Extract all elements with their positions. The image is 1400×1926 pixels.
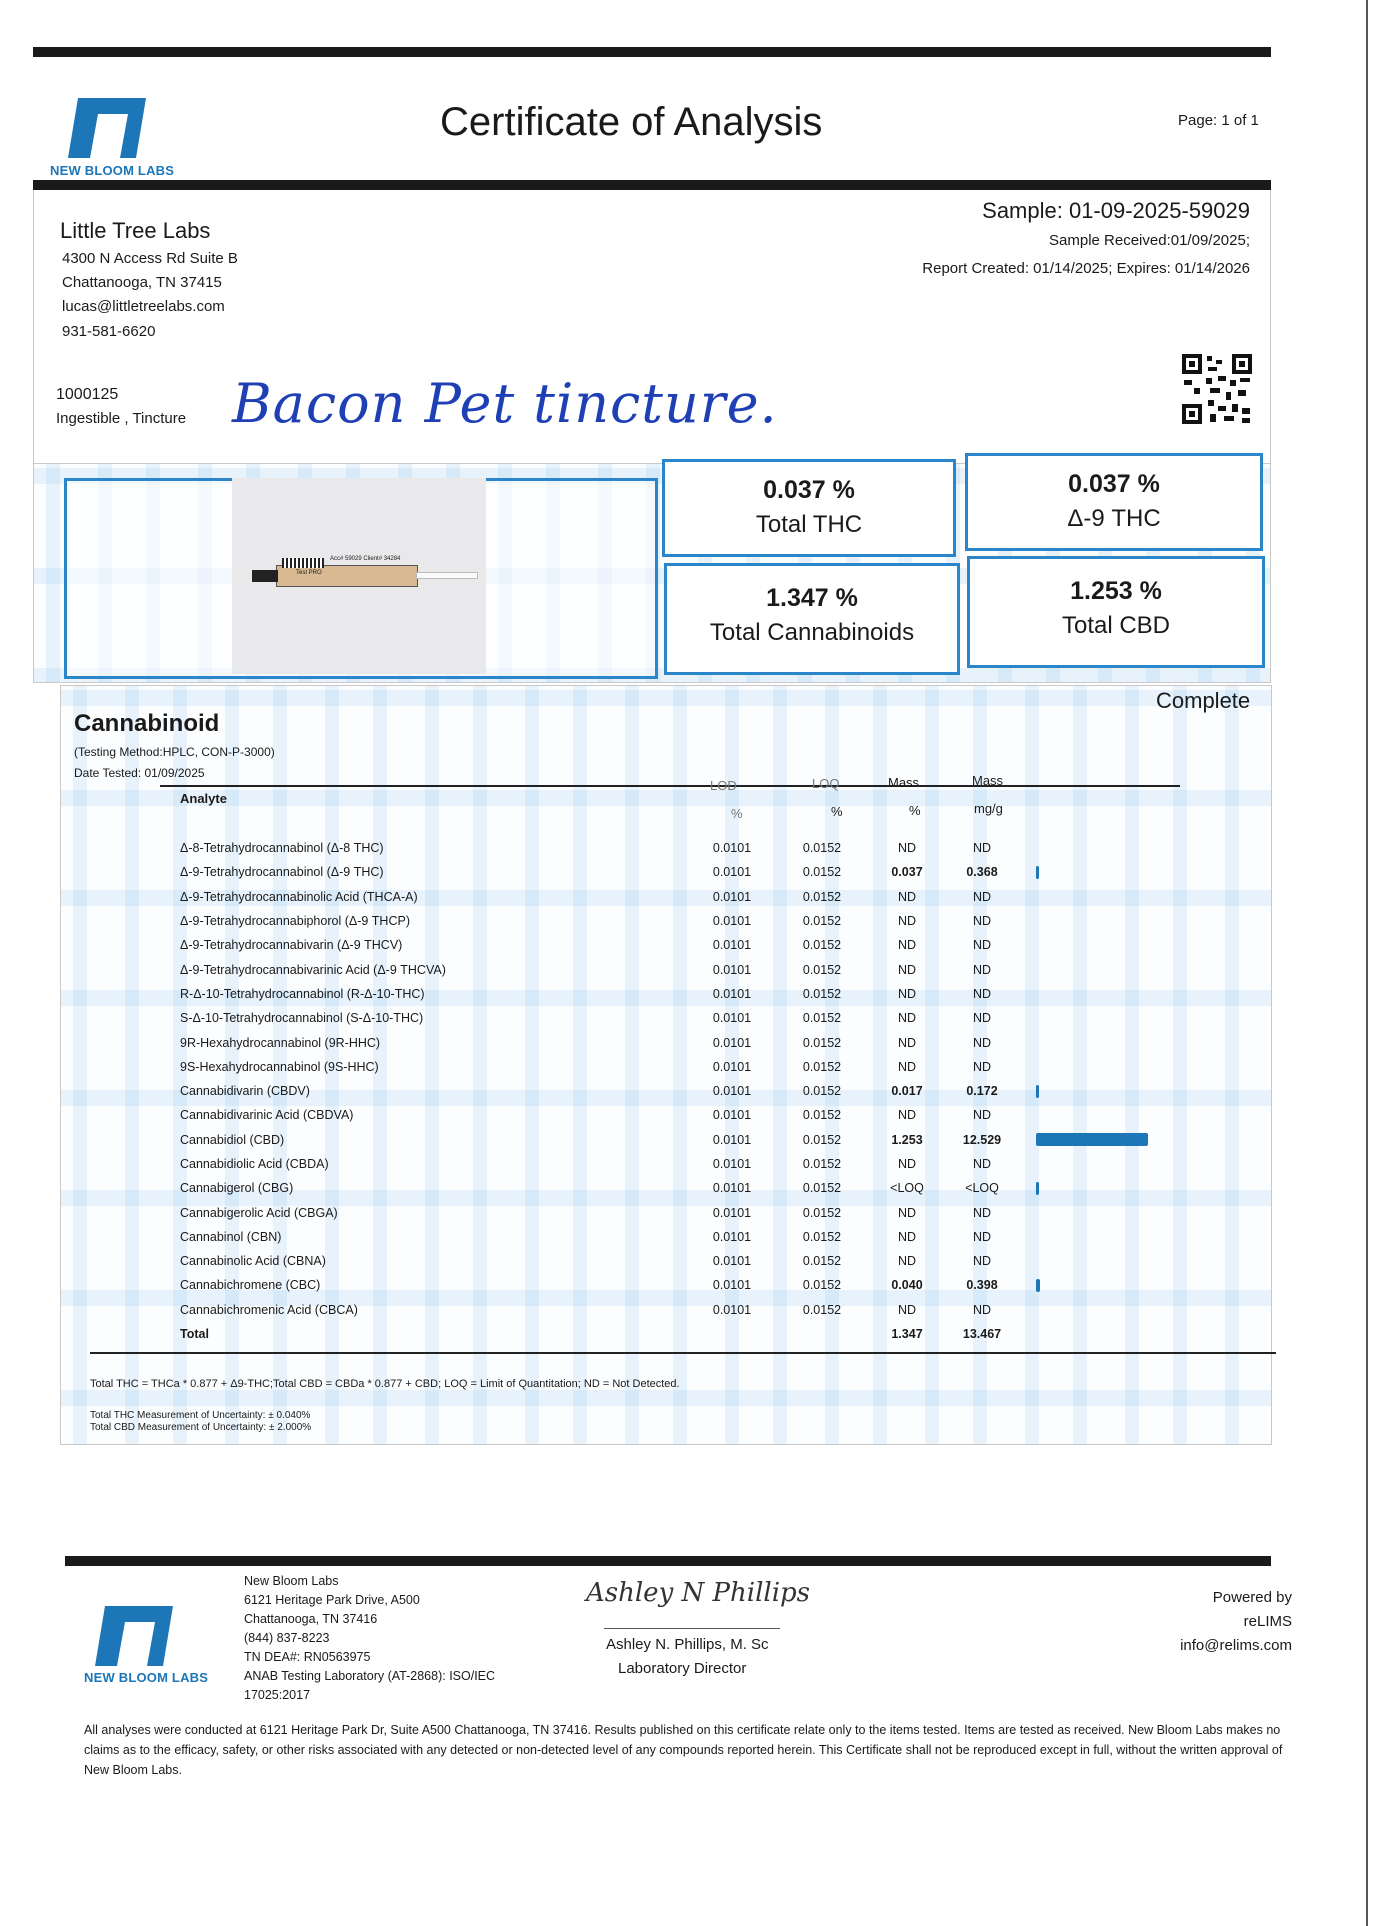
cannabinoid-title: Cannabinoid: [74, 710, 220, 737]
mass-pct-value: <LOQ: [890, 1181, 924, 1196]
lod-value: 0.0101: [712, 962, 752, 977]
bar-cell: [1022, 957, 1152, 981]
analyte-name: S-Δ-10-Tetrahydrocannabinol (S-Δ-10-THC): [180, 1011, 424, 1026]
disclaimer: All analyses were conducted at 6121 Heritage Park Dr, Suite A500 Chattanooga, TN 37416. Results published on this certificate relate only to the items tested. Items are tested as received. New Bloom Labs makes no claims as to the efficacy, safety, or other risks associated with any detected or non-detected level of any compounds reported herein. This Certificate shall not be reproduced except in full, without the written approval of New Bloom Labs.: [84, 1723, 1283, 1777]
mass-mg-value: <LOQ: [965, 1181, 999, 1196]
mass-pct-value: ND: [897, 841, 917, 856]
loq-value: 0.0152: [802, 1108, 842, 1123]
client-email: lucas@littletreelabs.com: [62, 298, 225, 315]
bar-cell: [1022, 1079, 1152, 1103]
table-bottom-rule: [90, 1352, 1276, 1354]
table-row: [160, 1249, 1152, 1273]
table-row: [160, 1055, 1152, 1079]
lab-line: TN DEA#: RN0563975: [244, 1650, 371, 1664]
total-mg: 13.467: [962, 1327, 1002, 1342]
kpi-total-cbd: [967, 556, 1265, 668]
analyte-name: Δ-9-Tetrahydrocannabiphorol (Δ-9 THCP): [180, 914, 410, 929]
analyte-name: Cannabidivarin (CBDV): [180, 1084, 310, 1099]
bar-cell: [1022, 885, 1152, 909]
lod-value: 0.0101: [712, 1108, 752, 1123]
mass-mg-value: ND: [972, 1302, 992, 1317]
testing-method: (Testing Method:HPLC, CON-P-3000): [74, 745, 275, 759]
analyte-name: Cannabidiolic Acid (CBDA): [180, 1157, 329, 1171]
lod-value: 0.0101: [712, 1011, 752, 1026]
kpi-total-cannabinoids: [664, 563, 960, 675]
table-row: [160, 1128, 1152, 1152]
client-address2: Chattanooga, TN 37415: [62, 274, 222, 291]
lod-value: 0.0101: [712, 1132, 752, 1147]
sample-received: Sample Received:01/09/2025;: [1049, 232, 1250, 249]
lod-value: 0.0101: [712, 1084, 752, 1099]
mass-mg-value: 0.398: [966, 1278, 998, 1293]
mass-pct-value: ND: [897, 1205, 917, 1220]
table-row: [160, 1030, 1152, 1054]
mass-pct-value: 0.040: [891, 1278, 923, 1293]
analyte-name: Δ-9-Tetrahydrocannabinol (Δ-9 THC): [180, 865, 384, 880]
lab-line: 6121 Heritage Park Drive, A500: [244, 1593, 420, 1607]
table-row: [160, 1079, 1152, 1103]
mass-pct-value: ND: [897, 1229, 917, 1244]
table-row: [160, 982, 1152, 1006]
loq-value: 0.0152: [802, 1059, 842, 1074]
uncertainty-cbd: Total CBD Measurement of Uncertainty: ± 2.000%: [90, 1422, 312, 1433]
mass-mg-value: ND: [972, 1059, 992, 1074]
lod-value: 0.0101: [712, 986, 752, 1001]
mass-mg-value: 12.529: [962, 1132, 1002, 1147]
lod-value: 0.0101: [712, 1302, 752, 1317]
mass-pct-value: ND: [897, 1302, 917, 1317]
analyte-name: Cannabidivarinic Acid (CBDVA): [180, 1108, 354, 1123]
kpi-total-thc: [662, 459, 956, 557]
table-row: [160, 957, 1152, 981]
total-lod: [692, 1322, 772, 1346]
col-analyte: Analyte: [180, 791, 227, 806]
table-row: [160, 1152, 1152, 1176]
mass-pct-value: ND: [897, 1011, 917, 1026]
table-row: [160, 1103, 1152, 1127]
mass-mg-value: ND: [972, 914, 992, 929]
table-row: [160, 1225, 1152, 1249]
lab-line: New Bloom Labs: [244, 1574, 339, 1588]
analyte-name: Δ-9-Tetrahydrocannabinolic Acid (THCA-A): [180, 889, 418, 904]
loq-value: 0.0152: [802, 1157, 842, 1171]
syringe-label-line2: Test PRO: [296, 570, 322, 576]
analyte-name: Δ-9-Tetrahydrocannabivarin (Δ-9 THCV): [180, 938, 403, 953]
header-bottom-rule: [33, 180, 1271, 190]
cannabinoid-status: Complete: [1156, 688, 1251, 713]
mass-mg-value: ND: [972, 841, 992, 856]
bar-cell: [1022, 933, 1152, 957]
qr-code-icon: [1180, 352, 1254, 426]
kpi-delta9-thc: [965, 453, 1263, 551]
syringe-body: [276, 565, 418, 587]
mass-pct-value: 0.017: [891, 1084, 923, 1099]
table-row: [160, 1006, 1152, 1030]
lod-value: 0.0101: [712, 1059, 752, 1074]
col-loq-unit: %: [831, 804, 843, 819]
signature-line: [604, 1628, 780, 1629]
footer-top-rule: [65, 1556, 1271, 1566]
lab-line: ANAB Testing Laboratory (AT-2868): ISO/IEC: [244, 1669, 496, 1683]
col-mass-mg-unit: mg/g: [974, 801, 1003, 816]
table-row: [160, 909, 1152, 933]
col-loq: LOQ: [812, 776, 840, 791]
table-row: [160, 1176, 1152, 1200]
mass-pct-value: ND: [897, 1254, 917, 1269]
header-top-rule: [33, 47, 1271, 57]
col-mass-mg: Mass: [972, 773, 1004, 788]
mass-pct-value: ND: [897, 962, 917, 977]
mass-pct-value: ND: [897, 914, 917, 929]
analyte-name: 9S-Hexahydrocannabinol (9S-HHC): [180, 1059, 379, 1074]
sample-photo: [232, 478, 486, 674]
loq-value: 0.0152: [802, 914, 842, 929]
lab-line: (844) 837-8223: [244, 1631, 330, 1645]
footer-lab-name: NEW BLOOM LABS: [84, 1670, 209, 1685]
mass-pct-value: 1.253: [891, 1132, 923, 1147]
table-row: [160, 885, 1152, 909]
table-row: [160, 1273, 1152, 1297]
result-bar: [1036, 1182, 1039, 1195]
kpi-total-cannabinoids-label: Total Cannabinoids: [709, 619, 915, 646]
new-bloom-labs-logo-icon: [68, 98, 146, 158]
mass-mg-value: ND: [972, 889, 992, 904]
mass-pct-value: ND: [897, 889, 917, 904]
mass-mg-value: ND: [972, 1011, 992, 1026]
date-tested: Date Tested: 01/09/2025: [74, 766, 205, 780]
loq-value: 0.0152: [802, 1084, 842, 1099]
lod-value: 0.0101: [712, 1035, 752, 1050]
mass-mg-value: ND: [972, 1108, 992, 1123]
analyte-name: Cannabinol (CBN): [180, 1229, 282, 1244]
col-mass-pct: Mass: [888, 775, 920, 790]
lod-value: 0.0101: [712, 865, 752, 880]
col-lod: LOD: [710, 778, 737, 793]
total-bar: [1022, 1322, 1152, 1346]
analyte-name: Cannabigerol (CBG): [180, 1181, 294, 1196]
analyte-name: Δ-9-Tetrahydrocannabivarinic Acid (Δ-9 THCVA): [180, 962, 446, 977]
mass-pct-value: ND: [897, 938, 917, 953]
analyte-name: Cannabigerolic Acid (CBGA): [180, 1205, 338, 1220]
result-bar: [1036, 1085, 1039, 1098]
analyte-name: Cannabidiol (CBD): [180, 1132, 285, 1147]
report-dates: Report Created: 01/14/2025; Expires: 01/14/2026: [922, 260, 1250, 277]
bar-cell: [1022, 1006, 1152, 1030]
loq-value: 0.0152: [802, 1205, 842, 1220]
table-header-rule: [160, 785, 1180, 787]
bar-cell: [1022, 1225, 1152, 1249]
sample-code: 1000125: [56, 386, 119, 403]
col-lod-unit: %: [731, 806, 743, 821]
table-row: [160, 860, 1152, 884]
mass-mg-value: ND: [972, 938, 992, 953]
total-row: [160, 1322, 1152, 1346]
bar-cell: [1022, 836, 1152, 860]
uncertainty-thc: Total THC Measurement of Uncertainty: ± 0.040%: [90, 1410, 311, 1421]
bar-cell: [1022, 1030, 1152, 1054]
table-row: [160, 836, 1152, 860]
result-bar: [1036, 1279, 1040, 1292]
bar-cell: [1022, 1055, 1152, 1079]
bar-cell: [1022, 1200, 1152, 1224]
page-number: Page: 1 of 1: [1178, 112, 1259, 129]
mass-pct-value: ND: [897, 1108, 917, 1123]
results-body: [160, 836, 1152, 1346]
bar-cell: [1022, 860, 1152, 884]
mass-mg-value: ND: [972, 1205, 992, 1220]
bar-cell: [1022, 909, 1152, 933]
mass-mg-value: ND: [972, 962, 992, 977]
analyte-name: R-Δ-10-Tetrahydrocannabinol (R-Δ-10-THC): [180, 986, 425, 1001]
mass-pct-value: 0.037: [891, 865, 923, 880]
table-row: [160, 1200, 1152, 1224]
page-right-edge: [1366, 0, 1368, 1926]
kpi-total-cbd-label: Total CBD: [1061, 612, 1171, 639]
result-bar: [1036, 866, 1039, 879]
sample-id: Sample: 01-09-2025-59029: [982, 198, 1250, 223]
loq-value: 0.0152: [802, 986, 842, 1001]
loq-value: 0.0152: [802, 962, 842, 977]
signer-title: Laboratory Director: [618, 1660, 747, 1677]
powered-by: [1150, 1586, 1292, 1658]
syringe-tip: [252, 570, 278, 582]
loq-value: 0.0152: [802, 841, 842, 856]
total-pct: 1.347: [891, 1327, 923, 1342]
analyte-name: 9R-Hexahydrocannabinol (9R-HHC): [180, 1035, 381, 1050]
lod-value: 0.0101: [712, 938, 752, 953]
client-name: Little Tree Labs: [60, 218, 211, 243]
loq-value: 0.0152: [802, 1011, 842, 1026]
kpi-total-cbd-value: 1.253 %: [1070, 577, 1162, 605]
mass-pct-value: ND: [897, 1157, 917, 1171]
kpi-delta9-thc-value: 0.037 %: [1068, 470, 1160, 498]
mass-pct-value: ND: [897, 1035, 917, 1050]
powered-by-brand: reLIMS: [1243, 1613, 1292, 1630]
analyte-name: Cannabichromene (CBC): [180, 1278, 321, 1293]
loq-value: 0.0152: [802, 1132, 842, 1147]
table-row: [160, 1298, 1152, 1322]
mass-mg-value: ND: [972, 1254, 992, 1269]
bar-cell: [1022, 1128, 1152, 1152]
client-phone: 931-581-6620: [62, 323, 156, 340]
lod-value: 0.0101: [712, 914, 752, 929]
loq-value: 0.0152: [802, 1302, 842, 1317]
col-mass-pct-unit: %: [909, 803, 921, 818]
mass-pct-value: ND: [897, 986, 917, 1001]
lab-line: Chattanooga, TN 37416: [244, 1612, 378, 1626]
analyte-name: Δ-8-Tetrahydrocannabinol (Δ-8 THC): [180, 841, 384, 856]
lod-value: 0.0101: [712, 841, 752, 856]
footer-lab-details: [244, 1572, 495, 1705]
handwritten-product-name: Bacon Pet tincture.: [232, 372, 778, 435]
lab-line: 17025:2017: [244, 1688, 311, 1702]
signer-name: Ashley N. Phillips, M. Sc: [606, 1636, 769, 1653]
lod-value: 0.0101: [712, 1229, 752, 1244]
analyte-name: Cannabinolic Acid (CBNA): [180, 1254, 326, 1269]
loq-value: 0.0152: [802, 938, 842, 953]
client-address1: 4300 N Access Rd Suite B: [62, 250, 238, 267]
bar-cell: [1022, 1298, 1152, 1322]
syringe-plunger: [416, 572, 478, 579]
cannabinoid-results-table: [160, 836, 1152, 1346]
kpi-delta9-thc-label: Δ-9 THC: [1067, 505, 1161, 532]
bar-cell: [1022, 982, 1152, 1006]
total-label: Total: [180, 1327, 209, 1342]
analyte-name: Cannabichromenic Acid (CBCA): [180, 1302, 358, 1317]
mass-mg-value: ND: [972, 986, 992, 1001]
mass-pct-value: ND: [897, 1059, 917, 1074]
loq-value: 0.0152: [802, 1229, 842, 1244]
loq-value: 0.0152: [802, 1278, 842, 1293]
powered-by-email: info@relims.com: [1180, 1637, 1292, 1654]
lod-value: 0.0101: [712, 1205, 752, 1220]
bar-cell: [1022, 1103, 1152, 1127]
table-row: [160, 933, 1152, 957]
bar-cell: [1022, 1249, 1152, 1273]
signature: Ashley N Phillips: [586, 1578, 811, 1608]
footnote-formula: Total THC = THCa * 0.877 + Δ9-THC;Total CBD = CBDa * 0.877 + CBD; LOQ = Limit of Quantitation; ND = Not Detected.: [90, 1378, 680, 1390]
mass-mg-value: ND: [972, 1229, 992, 1244]
kpi-total-thc-value: 0.037 %: [763, 476, 855, 504]
bar-cell: [1022, 1273, 1152, 1297]
powered-by-label: Powered by: [1212, 1589, 1292, 1606]
mass-mg-value: ND: [972, 1035, 992, 1050]
bar-cell: [1022, 1152, 1152, 1176]
header-lab-name: NEW BLOOM LABS: [50, 163, 175, 178]
footer-logo-icon: [95, 1606, 173, 1666]
mass-mg-value: ND: [972, 1157, 992, 1171]
lod-value: 0.0101: [712, 1278, 752, 1293]
loq-value: 0.0152: [802, 889, 842, 904]
lod-value: 0.0101: [712, 1181, 752, 1196]
loq-value: 0.0152: [802, 1181, 842, 1196]
syringe-barcode: [282, 558, 324, 568]
mass-mg-value: 0.368: [966, 865, 998, 880]
lod-value: 0.0101: [712, 889, 752, 904]
lod-value: 0.0101: [712, 1157, 752, 1171]
syringe-label-line1: Acc# 59029 Client# 34284: [330, 556, 401, 562]
loq-value: 0.0152: [802, 865, 842, 880]
loq-value: 0.0152: [802, 1254, 842, 1269]
mass-mg-value: 0.172: [966, 1084, 998, 1099]
loq-value: 0.0152: [802, 1035, 842, 1050]
total-loq: [772, 1322, 872, 1346]
sample-type: Ingestible , Tincture: [56, 410, 187, 427]
bar-cell: [1022, 1176, 1152, 1200]
kpi-total-cannabinoids-value: 1.347 %: [766, 584, 858, 612]
kpi-total-thc-label: Total THC: [755, 511, 863, 538]
lod-value: 0.0101: [712, 1254, 752, 1269]
page-title: Certificate of Analysis: [440, 100, 823, 144]
result-bar: [1036, 1133, 1148, 1146]
